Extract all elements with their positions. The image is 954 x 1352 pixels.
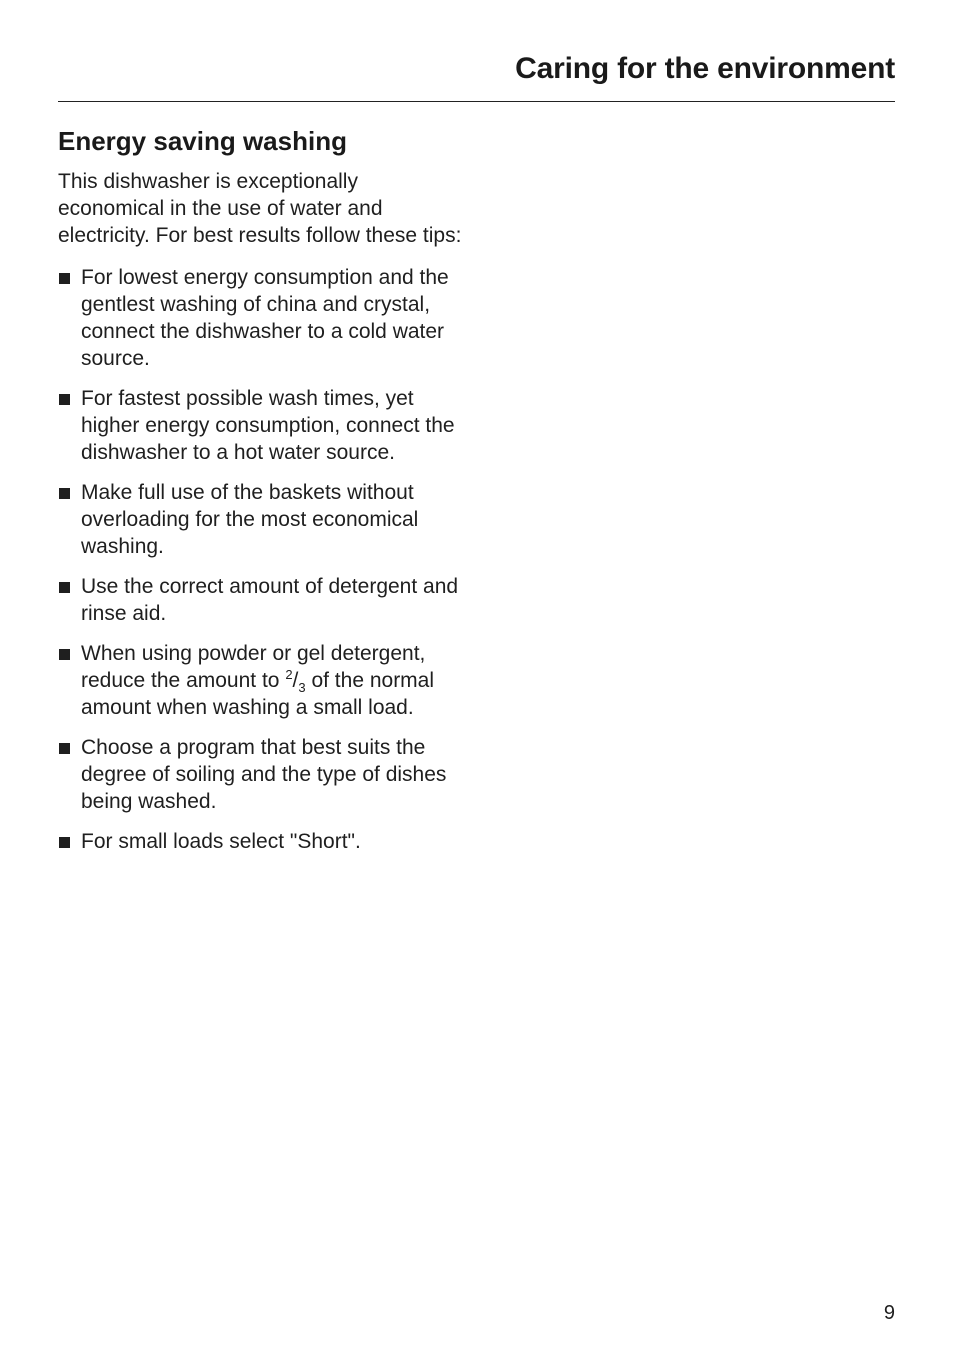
section-heading: Energy saving washing [58,126,347,156]
page-header [58,48,895,102]
tips-list [58,264,470,855]
list-item [58,734,470,815]
tip-text [81,642,434,719]
tip-text: Make full use of the baskets without overloading for the most economical washing. [81,481,419,558]
tip-text: Use the correct amount of detergent and rinse aid. [81,575,459,625]
square-bullet-icon [59,582,70,593]
fraction-numerator: 2 [285,667,293,682]
main-content [58,125,470,868]
fraction [285,667,306,696]
fraction-slash: / [292,669,299,692]
list-item [58,828,470,855]
square-bullet-icon [59,273,70,284]
list-item [58,573,470,627]
tip-text: For small loads select "Short". [81,830,361,853]
fraction-denominator: 3 [298,680,306,696]
list-item [58,640,470,721]
list-item [58,385,470,466]
intro-paragraph: This dishwasher is exceptionally economical in the use of water and electricity. For best results follow these tips: [58,170,462,247]
list-item [58,479,470,560]
chapter-title: Caring for the environment [515,52,895,85]
square-bullet-icon [59,394,70,405]
list-item [58,264,470,372]
tip-text: For fastest possible wash times, yet higher energy consumption, connect the dishwasher to a hot water source. [81,387,455,464]
tip-text-before: When using powder or gel detergent, reduce the amount to [81,642,426,692]
tip-text: For lowest energy consumption and the gentlest washing of china and crystal, connect the dishwasher to a cold water source. [81,266,449,370]
tip-text: Choose a program that best suits the degree of soiling and the type of dishes being washed. [81,736,447,813]
square-bullet-icon [59,837,70,848]
square-bullet-icon [59,488,70,499]
page-number: 9 [883,1302,895,1324]
tip-text-after: of the normal amount when washing a small load. [81,669,435,719]
square-bullet-icon [59,649,70,660]
square-bullet-icon [59,743,70,754]
